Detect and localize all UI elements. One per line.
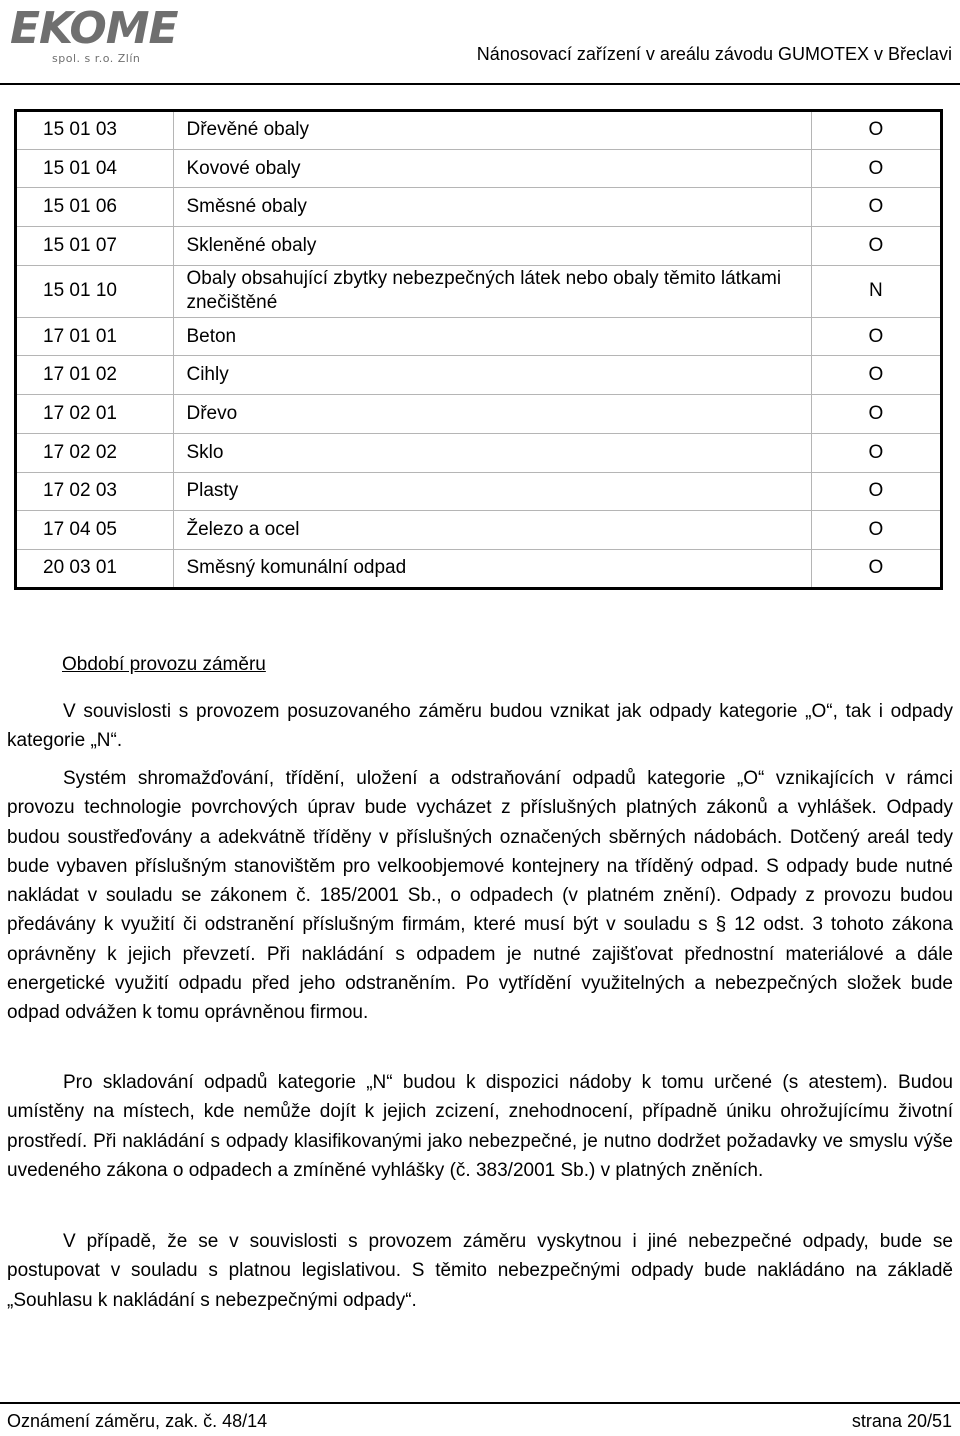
paragraph-1: V souvislosti s provozem posuzovaného záměru budou vznikat jak odpady kategorie „O“, tak i odpady kategorie „N“. — [7, 701, 953, 752]
table-row — [16, 111, 942, 150]
waste-name-cell: Sklo — [174, 433, 811, 472]
waste-code-cell: 15 01 07 — [16, 227, 174, 266]
table-row — [16, 511, 942, 550]
waste-category-cell: N — [811, 265, 941, 317]
waste-category-cell: O — [811, 395, 941, 434]
waste-table-body — [16, 111, 942, 589]
waste-name-cell: Kovové obaly — [174, 149, 811, 188]
document-title: Nánosovací zařízení v areálu závodu GUMOTEX v Břeclavi — [476, 44, 952, 64]
waste-catalogue-table — [14, 109, 943, 590]
page-header — [0, 0, 960, 88]
waste-code-cell: 17 04 05 — [16, 511, 174, 550]
waste-code-cell: 15 01 06 — [16, 188, 174, 227]
waste-category-cell: O — [811, 227, 941, 266]
waste-category-cell: O — [811, 356, 941, 395]
waste-code-cell: 17 02 03 — [16, 472, 174, 511]
waste-code-cell: 15 01 04 — [16, 149, 174, 188]
table-row — [16, 472, 942, 511]
waste-name-cell: Beton — [174, 317, 811, 356]
table-row — [16, 395, 942, 434]
footer-divider — [0, 1402, 960, 1404]
table-row — [16, 149, 942, 188]
paragraph-2: Systém shromažďování, třídění, uložení a odstraňování odpadů kategorie „O“ vznikajících v rámci provozu technologie povrchových úprav bude vycházet z příslušných platných zákonů a vyhlášek. Odpady budou soustřeďovány a adekvátně tříděny v příslušných označených sběrných nádobách. Dotčený areál tedy bude vybaven příslušným stanovištěm pro velkoobjemové kontejnery na tříděný odpad. S odpady bude nutné nakládat v souladu se zákonem č. 185/2001 Sb., o odpadech (v platném znění). Odpady z provozu budou předávány k využití či odstranění příslušným firmám, které musí být v souladu s § 12 odst. 3 tohoto zákona oprávněny k jejich převzetí. Při nakládání s odpadem je nutné zajišťovat přednostní materiálové a dále energetické využití odpadu před jeho odstraněním. Po vytřídění využitelných a nebezpečných složek bude odpad odvážen k tomu oprávněnou firmou. — [7, 768, 953, 1024]
waste-code-cell: 17 02 01 — [16, 395, 174, 434]
header-divider — [0, 83, 960, 85]
waste-name-cell: Cihly — [174, 356, 811, 395]
company-logo — [10, 4, 180, 68]
waste-code-cell: 17 01 01 — [16, 317, 174, 356]
waste-name-cell: Směsný komunální odpad — [174, 549, 811, 588]
waste-category-cell: O — [811, 472, 941, 511]
waste-code-cell: 17 01 02 — [16, 356, 174, 395]
table-row — [16, 265, 942, 317]
waste-name-cell: Směsné obaly — [174, 188, 811, 227]
waste-category-cell: O — [811, 511, 941, 550]
section-heading: Období provozu záměru — [62, 654, 266, 675]
table-row — [16, 227, 942, 266]
waste-name-cell: Dřevo — [174, 395, 811, 434]
table-row — [16, 549, 942, 588]
waste-name-cell: Skleněné obaly — [174, 227, 811, 266]
table-row — [16, 433, 942, 472]
waste-category-cell: O — [811, 317, 941, 356]
waste-name-cell: Obaly obsahující zbytky nebezpečných látek nebo obaly těmito látkami znečištěné — [174, 265, 811, 317]
table-row — [16, 188, 942, 227]
waste-code-cell: 15 01 10 — [16, 265, 174, 317]
waste-name-cell: Železo a ocel — [174, 511, 811, 550]
waste-code-cell: 17 02 02 — [16, 433, 174, 472]
waste-name-cell: Dřevěné obaly — [174, 111, 811, 150]
waste-category-cell: O — [811, 149, 941, 188]
waste-code-cell: 15 01 03 — [16, 111, 174, 150]
logo-subtext: spol. s r.o. Zlín — [52, 52, 141, 65]
logo-text: EKOME — [10, 3, 178, 54]
footer-document-reference: Oznámení záměru, zak. č. 48/14 — [7, 1411, 268, 1431]
paragraph-3: Pro skladování odpadů kategorie „N“ budou k dispozici nádoby k tomu určené (s atestem). Budou umístěny na místech, kde nemůže dojít k jejich zcizení, znehodnocení, případně úniku ohrožujícímu životní prostředí. Při nakládání s odpady klasifikovanými jako nebezpečné, je nutno dodržet požadavky ve smyslu výše uvedeného zákona o odpadech a zmíněné vyhlášky (č. 383/2001 Sb.) v platných zněních. — [7, 1072, 953, 1181]
waste-category-cell: O — [811, 549, 941, 588]
table-row — [16, 356, 942, 395]
footer-page-number: strana 20/51 — [851, 1411, 952, 1431]
waste-name-cell: Plasty — [174, 472, 811, 511]
paragraph-4: V případě, že se v souvislosti s provozem záměru vyskytnou i jiné nebezpečné odpady, bude se postupovat v souladu s platnou legislativou. S těmito nebezpečnými odpady bude nakládáno na základě „Souhlasu k nakládání s nebezpečnými odpady“. — [7, 1231, 953, 1311]
waste-code-cell: 20 03 01 — [16, 549, 174, 588]
waste-category-cell: O — [811, 111, 941, 150]
waste-category-cell: O — [811, 188, 941, 227]
table-row — [16, 317, 942, 356]
waste-category-cell: O — [811, 433, 941, 472]
